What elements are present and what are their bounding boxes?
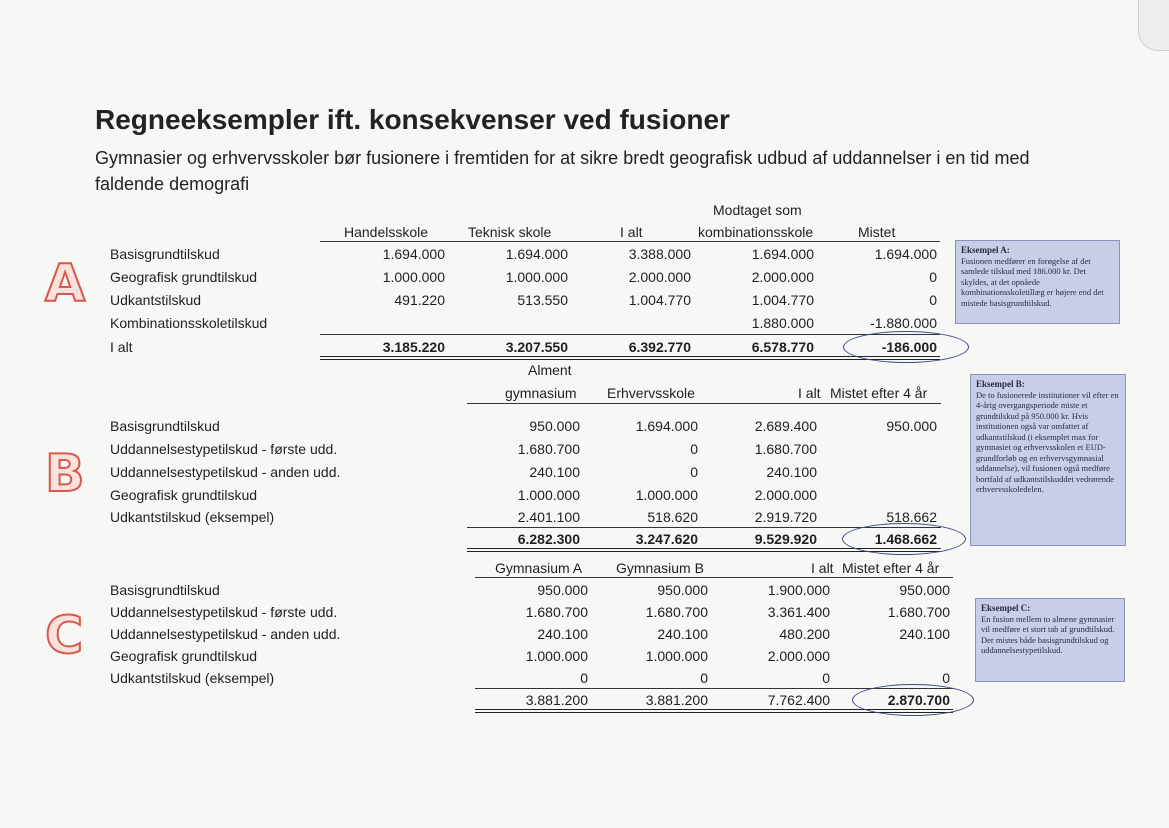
header-gymnasium-b: Gymnasium B bbox=[616, 560, 704, 576]
section-letter-b: B bbox=[45, 444, 85, 504]
cell: 0 bbox=[929, 292, 937, 308]
total-cell: 6.392.770 bbox=[628, 339, 691, 355]
row-label: Udkantstilskud (eksempel) bbox=[110, 670, 275, 686]
row-label: Geografisk grundtilskud bbox=[110, 269, 258, 285]
page-title: Regneeksempler ift. konsekvenser ved fusioner bbox=[95, 104, 730, 135]
row-label-total: I alt bbox=[110, 339, 133, 355]
note-example-a bbox=[955, 240, 1120, 324]
total-cell: 1.468.662 bbox=[874, 531, 937, 547]
cell: 240.100 bbox=[657, 626, 708, 642]
header-i-alt: I alt bbox=[811, 560, 834, 576]
section-letter-a: A bbox=[45, 254, 86, 314]
header-alment: Alment bbox=[528, 362, 572, 378]
cell: 3.388.000 bbox=[628, 246, 691, 262]
highlight-oval bbox=[842, 523, 966, 555]
cell: 3.361.400 bbox=[767, 604, 830, 620]
note-title: Eksempel C: bbox=[981, 603, 1031, 613]
row-label: Uddannelsestypetilskud - første udd. bbox=[110, 441, 338, 457]
total-cell: 3.881.200 bbox=[645, 692, 708, 708]
header-rule bbox=[467, 403, 941, 404]
cell: 950.000 bbox=[529, 418, 580, 434]
cell: -1.880.000 bbox=[870, 315, 937, 331]
cell: 1.694.000 bbox=[505, 246, 568, 262]
header-modtaget-som: Modtaget som bbox=[713, 202, 802, 218]
cell: 240.100 bbox=[529, 464, 580, 480]
row-label: Uddannelsestypetilskud - anden udd. bbox=[110, 626, 341, 642]
note-text: De to fusionerede institutioner vil efter en 4-årig overgangsperiode miste et grundtilskud på 950.000 kr. Hvis institutionen også var omfattet af udkantstilskud (i eksemplet max for gymnasiet og erhvervsskolen et EUD-grundforløb og en erhvervsgymnasial uddannelse), vil fusionen også medføre bortfald af udkantstilskuddet vedrørende erhvervsskoledelen. bbox=[976, 389, 1119, 494]
note-text: En fusion mellem to almene gymnasier vil medføre et stort tab af grundtilskud. Der mistes både basisgrundtilskud og uddannelsestypetilskud. bbox=[981, 613, 1115, 655]
row-label: Basisgrundtilskud bbox=[110, 246, 220, 262]
row-label: Uddannelsestypetilskud - første udd. bbox=[110, 604, 338, 620]
total-cell: 6.282.300 bbox=[517, 531, 580, 547]
cell: 950.000 bbox=[886, 418, 937, 434]
cell: 1.000.000 bbox=[645, 648, 708, 664]
total-cell: 9.529.920 bbox=[754, 531, 817, 547]
total-cell: 3.185.220 bbox=[382, 339, 445, 355]
cell: 0 bbox=[580, 670, 588, 686]
cell: 513.550 bbox=[517, 292, 568, 308]
cell: 1.694.000 bbox=[382, 246, 445, 262]
highlight-oval bbox=[843, 331, 969, 363]
double-rule bbox=[320, 356, 940, 360]
note-title: Eksempel B: bbox=[976, 379, 1025, 389]
cell: 1.900.000 bbox=[767, 582, 830, 598]
cell: 2.919.720 bbox=[754, 509, 817, 525]
cell: 2.000.000 bbox=[767, 648, 830, 664]
cell: 1.004.770 bbox=[751, 292, 814, 308]
header-gymnasium: gymnasium bbox=[505, 385, 577, 401]
cell: 240.100 bbox=[766, 464, 817, 480]
header-gymnasium-a: Gymnasium A bbox=[495, 560, 583, 576]
cell: 240.100 bbox=[899, 626, 950, 642]
row-label: Basisgrundtilskud bbox=[110, 418, 220, 434]
highlight-oval bbox=[852, 684, 974, 716]
header-i-alt: I alt bbox=[798, 385, 821, 401]
header-i-alt: I alt bbox=[620, 224, 643, 240]
cell: 0 bbox=[690, 464, 698, 480]
section-letter-c: C bbox=[45, 606, 84, 666]
header-handelsskole: Handelsskole bbox=[344, 224, 429, 240]
cell: 2.000.000 bbox=[754, 487, 817, 503]
header-erhvervsskole: Erhvervsskole bbox=[607, 385, 695, 401]
row-label: Geografisk grundtilskud bbox=[110, 648, 258, 664]
cell: 1.680.700 bbox=[645, 604, 708, 620]
cell: 950.000 bbox=[537, 582, 588, 598]
header-mistet-efter-4-ar: Mistet efter 4 år bbox=[842, 560, 940, 576]
total-cell: -186.000 bbox=[881, 339, 937, 355]
cell: 950.000 bbox=[899, 582, 950, 598]
cell: 2.689.400 bbox=[754, 418, 817, 434]
cell: 480.200 bbox=[779, 626, 830, 642]
cell: 1.000.000 bbox=[517, 487, 580, 503]
cell: 0 bbox=[929, 269, 937, 285]
cell: 0 bbox=[942, 670, 950, 686]
header-mistet: Mistet bbox=[858, 224, 896, 240]
total-cell: 6.578.770 bbox=[751, 339, 814, 355]
page-subtitle: Gymnasier og erhvervsskoler bør fusionere i fremtiden for at sikre bredt geografisk udbud af uddannelser i en tid med faldende demografi bbox=[95, 148, 1030, 194]
note-example-c bbox=[975, 598, 1125, 682]
cell: 1.694.000 bbox=[635, 418, 698, 434]
cell: 491.220 bbox=[394, 292, 445, 308]
cell: 1.694.000 bbox=[874, 246, 937, 262]
cell: 2.401.100 bbox=[517, 509, 580, 525]
row-label: Uddannelsestypetilskud - anden udd. bbox=[110, 464, 341, 480]
total-cell: 2.870.700 bbox=[887, 692, 950, 708]
row-label: Udkantstilskud bbox=[110, 292, 202, 308]
total-cell: 3.207.550 bbox=[505, 339, 568, 355]
cell: 1.000.000 bbox=[635, 487, 698, 503]
cell: 1.680.700 bbox=[754, 441, 817, 457]
page-corner-curl bbox=[1138, 0, 1169, 51]
cell: 1.000.000 bbox=[505, 269, 568, 285]
cell: 1.880.000 bbox=[751, 315, 814, 331]
total-cell: 3.247.620 bbox=[635, 531, 698, 547]
total-rule bbox=[320, 334, 940, 335]
cell: 518.620 bbox=[647, 509, 698, 525]
note-example-b bbox=[970, 374, 1126, 546]
cell: 1.000.000 bbox=[382, 269, 445, 285]
cell: 0 bbox=[700, 670, 708, 686]
header-rule bbox=[320, 241, 940, 242]
cell: 1.680.700 bbox=[517, 441, 580, 457]
row-label: Kombinationsskoletilskud bbox=[110, 315, 268, 331]
cell: 1.000.000 bbox=[525, 648, 588, 664]
total-cell: 7.762.400 bbox=[767, 692, 830, 708]
cell: 1.004.770 bbox=[628, 292, 691, 308]
cell: 950.000 bbox=[657, 582, 708, 598]
row-label: Basisgrundtilskud bbox=[110, 582, 220, 598]
cell: 240.100 bbox=[537, 626, 588, 642]
note-title: Eksempel A: bbox=[961, 245, 1010, 255]
total-cell: 3.881.200 bbox=[525, 692, 588, 708]
cell: 1.680.700 bbox=[887, 604, 950, 620]
header-kombinationsskole: kombinationsskole bbox=[698, 224, 814, 240]
cell: 0 bbox=[690, 441, 698, 457]
note-text: Fusionen medfører en forøgelse af det samlede tilskud med 186.000 kr. Det skyldes, at det opnåede kombinationsskoletillæg er højere end det mistede basisgrundtilskud. bbox=[961, 255, 1104, 308]
cell: 1.680.700 bbox=[525, 604, 588, 620]
header-teknisk-skole: Teknisk skole bbox=[468, 224, 552, 240]
header-mistet-efter-4-ar: Mistet efter 4 år bbox=[830, 385, 928, 401]
row-label: Geografisk grundtilskud bbox=[110, 487, 258, 503]
row-label: Udkantstilskud (eksempel) bbox=[110, 509, 275, 525]
header-rule bbox=[475, 577, 953, 578]
cell: 518.662 bbox=[886, 509, 937, 525]
cell: 1.694.000 bbox=[751, 246, 814, 262]
cell: 0 bbox=[822, 670, 830, 686]
cell: 2.000.000 bbox=[751, 269, 814, 285]
cell: 2.000.000 bbox=[628, 269, 691, 285]
